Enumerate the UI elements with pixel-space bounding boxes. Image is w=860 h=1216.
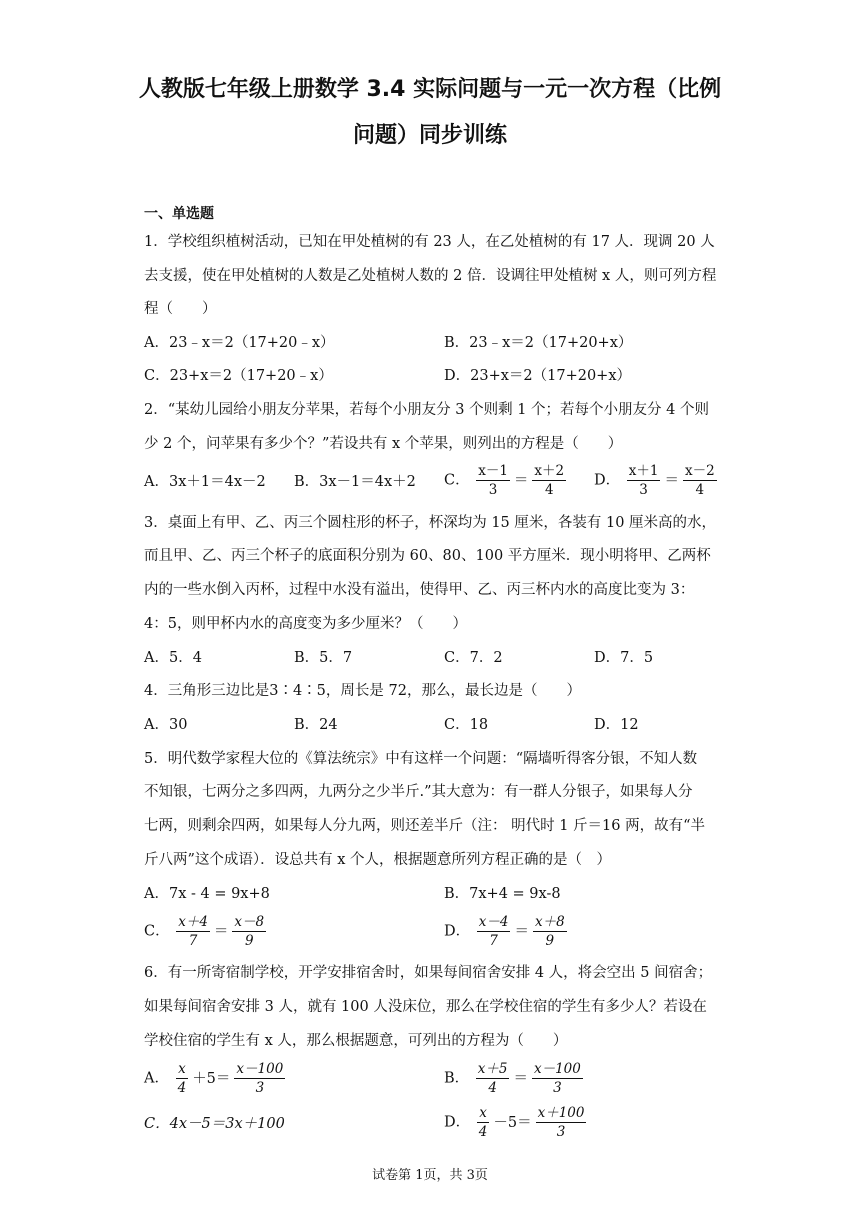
q4-option-d: D．12 xyxy=(594,717,639,733)
q6-b-fraction-right xyxy=(532,1060,583,1097)
numerator: x＋2 xyxy=(534,463,565,479)
q1-option-c: C．23+x＝2（17+20﹣x） xyxy=(144,368,333,384)
q2-option-c-label: C． xyxy=(444,472,470,489)
numerator: x－8 xyxy=(234,914,265,930)
q6-a-fraction-left xyxy=(176,1060,189,1097)
numerator: x＋100 xyxy=(537,1105,585,1121)
q5-c-fraction-left xyxy=(176,913,210,950)
q3-option-d: D．7．5 xyxy=(594,650,654,666)
page-title-line1: 人教版七年级上册数学 3.4 实际问题与一元一次方程（比例 xyxy=(138,77,722,102)
question-4-line1: 4．三角形三边比是3∶4∶5，周长是 72，那么，最长边是（ ） xyxy=(144,683,581,699)
q3-option-a: A．5．4 xyxy=(144,650,202,666)
page-footer: 试卷第 1页，共 3页 xyxy=(372,1168,488,1183)
question-6-line1: 6．有一所寄宿制学校，开学安排宿舍时，如果每间宿舍安排 4 人，将会空出 5 间宿舍； xyxy=(144,965,713,981)
q5-option-c-label: C． xyxy=(144,923,170,940)
q6-b-fraction-left xyxy=(476,1060,510,1097)
numerator: x－100 xyxy=(533,1061,581,1077)
q1-option-a: A．23﹣x＝2（17+20﹣x） xyxy=(144,335,335,351)
question-1-line1: 1．学校组织植树活动，已知在甲处植树的有 23 人，在乙处植树的有 17 人．现调 20 人 xyxy=(144,234,715,250)
question-1-line3: 程（ ） xyxy=(144,301,217,317)
question-3-line1: 3．桌面上有甲、乙、丙三个圆柱形的杯子，杯深均为 15 厘米，各装有 10 厘米高的水， xyxy=(144,515,717,531)
q5-d-fraction-right xyxy=(533,913,567,950)
question-1-line2: 去支援，使在甲处植树的人数是乙处植树人数的 2 倍．设调往甲处植树 x 人，则可列方程 xyxy=(144,268,717,284)
numerator: x＋5 xyxy=(477,1061,508,1077)
q3-option-b: B．5．7 xyxy=(294,650,353,666)
denominator: 4 xyxy=(177,1080,187,1096)
q2-d-fraction-right xyxy=(683,462,717,499)
q5-option-c xyxy=(144,913,268,950)
denominator: 4 xyxy=(488,1080,497,1096)
numerator: x xyxy=(176,1060,189,1079)
page-title-line2: 问题）同步训练 xyxy=(352,123,507,148)
denominator: 3 xyxy=(556,1124,566,1140)
question-5-line2: 不知银，七两分之多四两，九两分之少半斤.”其大意为：有一群人分银子，如果每人分 xyxy=(144,784,693,800)
denominator: 7 xyxy=(489,933,498,949)
q1-option-d: D．23+x＝2（17+20+x） xyxy=(444,368,632,384)
q6-option-a xyxy=(144,1060,287,1097)
q6-option-b xyxy=(444,1060,585,1097)
numerator: x－1 xyxy=(478,463,508,479)
q2-option-d xyxy=(594,462,719,499)
denominator: 4 xyxy=(544,482,554,498)
q6-a-fraction-right xyxy=(234,1060,285,1097)
q2-c-fraction-left xyxy=(476,462,510,499)
denominator: 3 xyxy=(639,482,648,498)
question-5-line3: 七两，则剩余四两，如果每人分九两，则还差半斤（注： 明代时 1 斤＝16 两，故有“半 xyxy=(144,818,706,834)
equals-sign: ＝ xyxy=(213,923,229,940)
q1-option-b: B．23﹣x＝2（17+20+x） xyxy=(444,335,633,351)
question-3-line3: 内的一些水倒入丙杯，过程中水没有溢出，使得甲、乙、丙三杯内水的高度比变为 3： xyxy=(144,582,695,598)
q6-option-c: C．4x－5＝3x＋100 xyxy=(144,1116,285,1132)
numerator: x＋1 xyxy=(628,463,659,479)
q6-option-a-label: A． xyxy=(144,1070,169,1087)
q5-option-a: A．7x - 4 = 9x+8 xyxy=(144,886,270,902)
denominator: 3 xyxy=(488,482,498,498)
numerator: x－2 xyxy=(684,463,715,479)
numerator: x xyxy=(477,1104,490,1123)
denominator: 3 xyxy=(255,1080,265,1096)
denominator: 9 xyxy=(244,933,254,949)
q6-d-fraction-right xyxy=(536,1104,587,1141)
question-5-line4: 斤八两”这个成语）．设总共有 x 个人，根据题意所列方程正确的是（ ） xyxy=(144,852,612,868)
q5-option-d xyxy=(444,913,569,950)
q2-c-fraction-right xyxy=(532,462,566,499)
question-5-line1: 5．明代数学家程大位的《算法统宗》中有这样一个问题：“隔墙听得客分银，不知人数 xyxy=(144,751,698,767)
operator: ＋5＝ xyxy=(192,1070,231,1087)
section-heading: 一、单选题 xyxy=(144,206,214,222)
numerator: x－100 xyxy=(236,1061,284,1077)
equals-sign: ＝ xyxy=(664,472,679,489)
q5-c-fraction-right xyxy=(232,913,266,950)
question-3-line2: 而且甲、乙、丙三个杯子的底面积分别为 60、80、100 平方厘米．现小明将甲、乙两杯 xyxy=(144,548,711,564)
q4-option-a: A．30 xyxy=(144,717,188,733)
equals-sign: ＝ xyxy=(513,1070,528,1087)
q6-d-fraction-left xyxy=(477,1104,490,1141)
question-2-line1: 2．“某幼儿园给小朋友分苹果，若每个小朋友分 3 个则剩 1 个；若每个小朋友分 4 个则 xyxy=(144,402,709,418)
denominator: 7 xyxy=(188,933,198,949)
numerator: x－4 xyxy=(478,914,509,930)
q6-option-d-label: D． xyxy=(444,1114,471,1131)
denominator: 4 xyxy=(478,1124,488,1140)
q2-d-fraction-left xyxy=(627,462,661,499)
question-6-line2: 如果每间宿舍安排 3 人，就有 100 人没床位，那么在学校住宿的学生有多少人？若设在 xyxy=(144,999,707,1015)
q2-option-a: A．3x＋1＝4x－2 xyxy=(144,474,266,490)
q2-option-b: B．3x－1＝4x＋2 xyxy=(294,474,416,490)
q3-option-c: C．7．2 xyxy=(444,650,503,666)
equals-sign: ＝ xyxy=(514,923,529,940)
q5-d-fraction-left xyxy=(477,913,511,950)
denominator: 9 xyxy=(545,933,555,949)
numerator: x＋8 xyxy=(534,914,565,930)
q2-option-c xyxy=(444,462,568,499)
q6-option-b-label: B． xyxy=(444,1070,470,1087)
denominator: 3 xyxy=(553,1080,562,1096)
q5-option-d-label: D． xyxy=(444,923,471,940)
operator: －5＝ xyxy=(493,1114,532,1131)
q4-option-b: B．24 xyxy=(294,717,338,733)
question-3-line4: 4：5，则甲杯内水的高度变为多少厘米？（ ） xyxy=(144,616,467,632)
question-6-line3: 学校住宿的学生有 x 人，那么根据题意，可列出的方程为（ ） xyxy=(144,1033,568,1049)
q2-option-d-label: D． xyxy=(594,472,621,489)
denominator: 4 xyxy=(695,482,705,498)
q6-option-d xyxy=(444,1104,588,1141)
question-2-line2: 少 2 个，问苹果有多少个？”若设共有 x 个苹果，则列出的方程是（ ） xyxy=(144,436,623,452)
equals-sign: ＝ xyxy=(513,472,529,489)
numerator: x＋4 xyxy=(178,914,208,930)
q4-option-c: C．18 xyxy=(444,717,489,733)
q5-option-b: B．7x+4 = 9x-8 xyxy=(444,886,561,902)
